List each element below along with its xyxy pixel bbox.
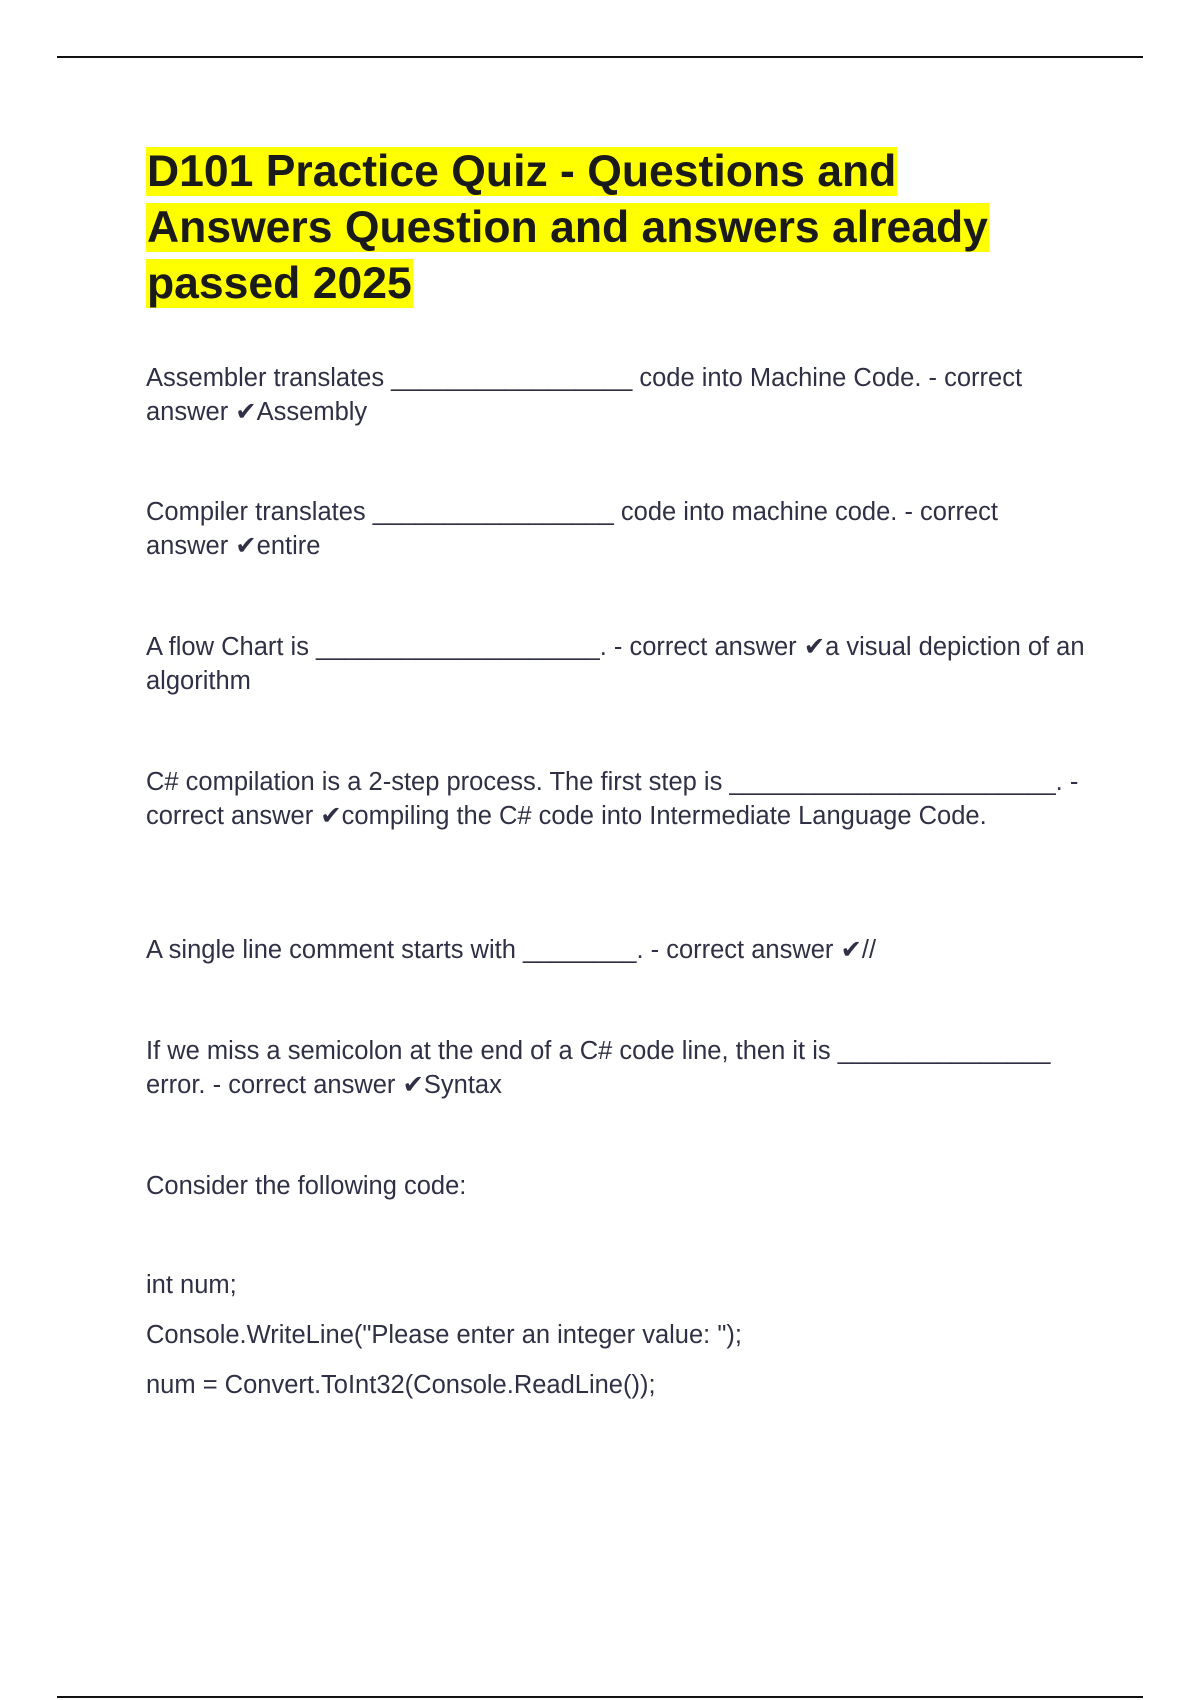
- qa-item-1: [146, 361, 1086, 429]
- bottom-rule: [57, 1696, 1143, 1698]
- answer-text: Assembly: [256, 398, 368, 426]
- answer-marker: - correct answer ✔: [650, 936, 862, 964]
- answer-marker: - correct answer ✔: [212, 1071, 424, 1099]
- question-text: Compiler translates _________________ code into machine code.: [146, 498, 898, 526]
- answer-marker: - correct answer ✔: [146, 768, 1079, 830]
- qa-item-5: [146, 933, 1086, 967]
- question-text: Assembler translates _________________ code into Machine Code.: [146, 364, 922, 392]
- question-text: If we miss a semicolon at the end of a C# code line, then it is _______________ error.: [146, 1037, 1051, 1099]
- code-line-1: int num;: [146, 1271, 237, 1299]
- top-rule: [57, 56, 1143, 58]
- answer-marker: - correct answer ✔: [146, 364, 1023, 426]
- code-line-3: num = Convert.ToInt32(Console.ReadLine());: [146, 1371, 656, 1399]
- answer-text: compiling the C# code into Intermediate Language Code.: [341, 802, 987, 830]
- qa-item-2: [146, 495, 1086, 563]
- qa-item-6: [146, 1034, 1086, 1102]
- question-text: C# compilation is a 2-step process. The first step is _______________________.: [146, 768, 1063, 796]
- answer-text: entire: [256, 532, 321, 560]
- code-line-2: Console.WriteLine("Please enter an integer value: ");: [146, 1321, 742, 1349]
- code-intro: Consider the following code:: [146, 1172, 467, 1200]
- qa-item-4: [146, 765, 1086, 833]
- answer-text: Syntax: [423, 1071, 502, 1099]
- answer-text: //: [861, 936, 877, 964]
- question-text: A flow Chart is ____________________.: [146, 633, 607, 661]
- answer-marker: - correct answer ✔: [146, 498, 998, 560]
- answer-text: a visual depiction of an algorithm: [146, 633, 1085, 695]
- answer-marker: - correct answer ✔: [613, 633, 826, 661]
- question-text: A single line comment starts with ________.: [146, 936, 644, 964]
- qa-item-3: [146, 630, 1086, 698]
- title-highlight: D101 Practice Quiz - Questions and Answers Question and answers already passed 2025: [147, 147, 988, 308]
- page-title: [146, 144, 1086, 312]
